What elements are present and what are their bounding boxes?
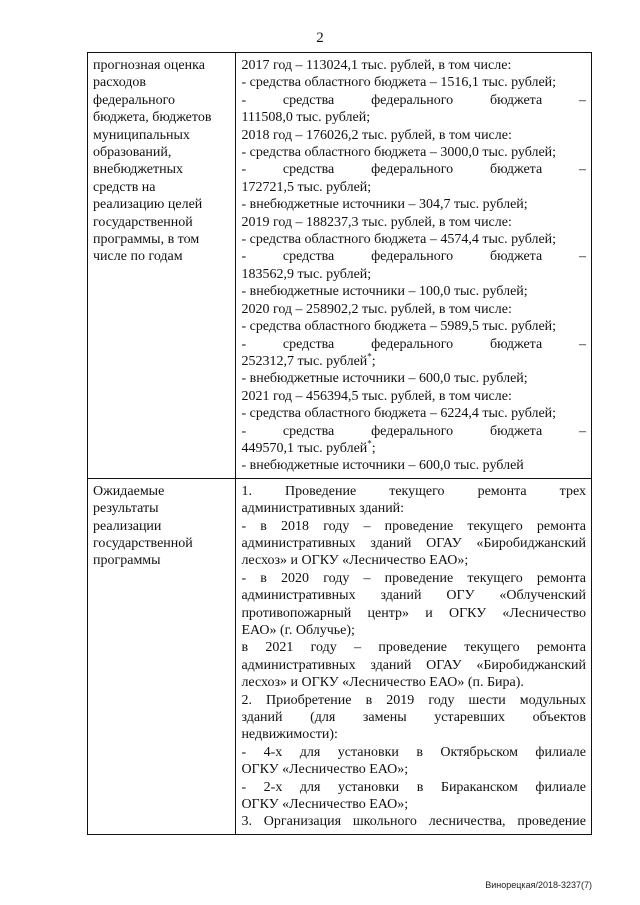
budget-amount-text: 252312,7 тыс. рублей xyxy=(241,353,368,369)
row-label-cell xyxy=(88,53,236,479)
footnote-asterisk: * xyxy=(367,438,372,449)
program-passport-table xyxy=(87,52,592,835)
result-line: ОГКУ «Лесничество ЕАО»; xyxy=(241,762,409,778)
budget-line: - внебюджетные источники – 100,0 тыс. рублей; xyxy=(241,284,528,300)
result-line: недвижимости): xyxy=(241,727,338,743)
budget-amount-text: 449570,1 тыс. рублей xyxy=(241,440,368,456)
row-content-cell xyxy=(236,478,592,834)
year-2017-total: 2017 год – 113024,1 тыс. рублей, в том числе: xyxy=(241,58,512,73)
document-code: Винорецкая/2018-3237(7) xyxy=(485,880,592,890)
budget-line: - средства федерального бюджета – xyxy=(241,423,586,439)
budget-line: 111508,0 тыс. рублей; xyxy=(241,110,371,126)
year-2020-total: 2020 год – 258902,2 тыс. рублей, в том числе: xyxy=(241,301,512,317)
result-line: административных зданий ОГАУ «Биробиджанский xyxy=(241,657,586,673)
result-line: зданий (для замены устаревших объектов xyxy=(241,710,586,726)
budget-line: - средства федерального бюджета – xyxy=(241,92,586,108)
budget-line: - средства федерального бюджета – xyxy=(241,336,586,352)
budget-line: - средства областного бюджета – 5989,5 тыс. рублей; xyxy=(241,319,557,335)
budget-line: 172721,5 тыс. рублей; xyxy=(241,179,372,195)
result-line: ОГКУ «Лесничество ЕАО»; xyxy=(241,797,409,813)
row-content-cell xyxy=(236,53,592,479)
budget-line-with-footnote xyxy=(241,353,586,370)
budget-line: - средства федерального бюджета – xyxy=(241,162,586,178)
result-line: административных зданий: xyxy=(241,501,405,517)
punctuation: ; xyxy=(371,353,376,369)
budget-line: - средства областного бюджета – 3000,0 тыс. рублей; xyxy=(241,145,557,161)
budget-line: - средства областного бюджета – 6224,4 тыс. рублей; xyxy=(241,406,557,422)
result-line: в 2021 году – проведение текущего ремонта xyxy=(241,640,586,656)
budget-line: - средства областного бюджета – 4574,4 тыс. рублей; xyxy=(241,232,557,248)
punctuation: ; xyxy=(371,440,376,456)
result-line: 1. Проведение текущего ремонта трех xyxy=(241,483,586,499)
result-line: административных зданий ОГУ «Облученский xyxy=(241,588,586,604)
row-label-results: Ожидаемые результаты реализации государственной программы xyxy=(93,483,193,569)
result-line: административных зданий ОГАУ «Биробиджанский xyxy=(241,535,586,551)
table-row-financing xyxy=(88,53,592,479)
result-line: 3. Организация школьного лесничества, проведение xyxy=(241,814,586,830)
budget-line: - внебюджетные источники – 600,0 тыс. рублей; xyxy=(241,371,528,387)
result-line: - 2-х для установки в Бираканском филиале xyxy=(241,779,586,795)
budget-line-with-footnote xyxy=(241,440,586,457)
budget-line: - средства федерального бюджета – xyxy=(241,249,586,265)
result-line: - в 2020 году – проведение текущего ремонта xyxy=(241,570,586,586)
row-label-cell xyxy=(88,478,236,834)
budget-line: - внебюджетные источники – 600,0 тыс. рублей xyxy=(241,458,524,474)
result-line: лесхоз» и ОГКУ «Лесничество ЕАО»; xyxy=(241,553,469,569)
table-row-results xyxy=(88,478,592,834)
result-line: ЕАО» (г. Облучье); xyxy=(241,623,355,638)
year-2018-total: 2018 год – 176026,2 тыс. рублей, в том числе: xyxy=(241,127,512,143)
result-line: - в 2018 году – проведение текущего ремонта xyxy=(241,518,586,534)
budget-line: - средства областного бюджета – 1516,1 тыс. рублей; xyxy=(241,75,557,91)
result-line: 2. Приобретение в 2019 году шести модульных xyxy=(241,692,586,708)
year-2019-total: 2019 год – 188237,3 тыс. рублей, в том числе: xyxy=(241,214,512,230)
result-line: лесхоз» и ОГКУ «Лесничество ЕАО» (п. Бира). xyxy=(241,675,524,691)
footnote-asterisk: * xyxy=(367,351,372,362)
result-line: - 4-х для установки в Октябрьском филиале xyxy=(241,744,586,760)
row-label-financing: прогнозная оценка расходов федерального бюджета, бюджетов муниципальных образований, внебюджетных средств на реализацию целей государственной программы, в том числе по годам xyxy=(93,58,212,265)
result-line: противопожарный центр» и ОГКУ «Лесничество xyxy=(241,605,586,621)
budget-line: 183562,9 тыс. рублей; xyxy=(241,266,372,282)
budget-line: - внебюджетные источники – 304,7 тыс. рублей; xyxy=(241,197,528,213)
year-2021-total: 2021 год – 456394,5 тыс. рублей, в том числе: xyxy=(241,388,512,404)
page-number: 2 xyxy=(316,30,324,46)
